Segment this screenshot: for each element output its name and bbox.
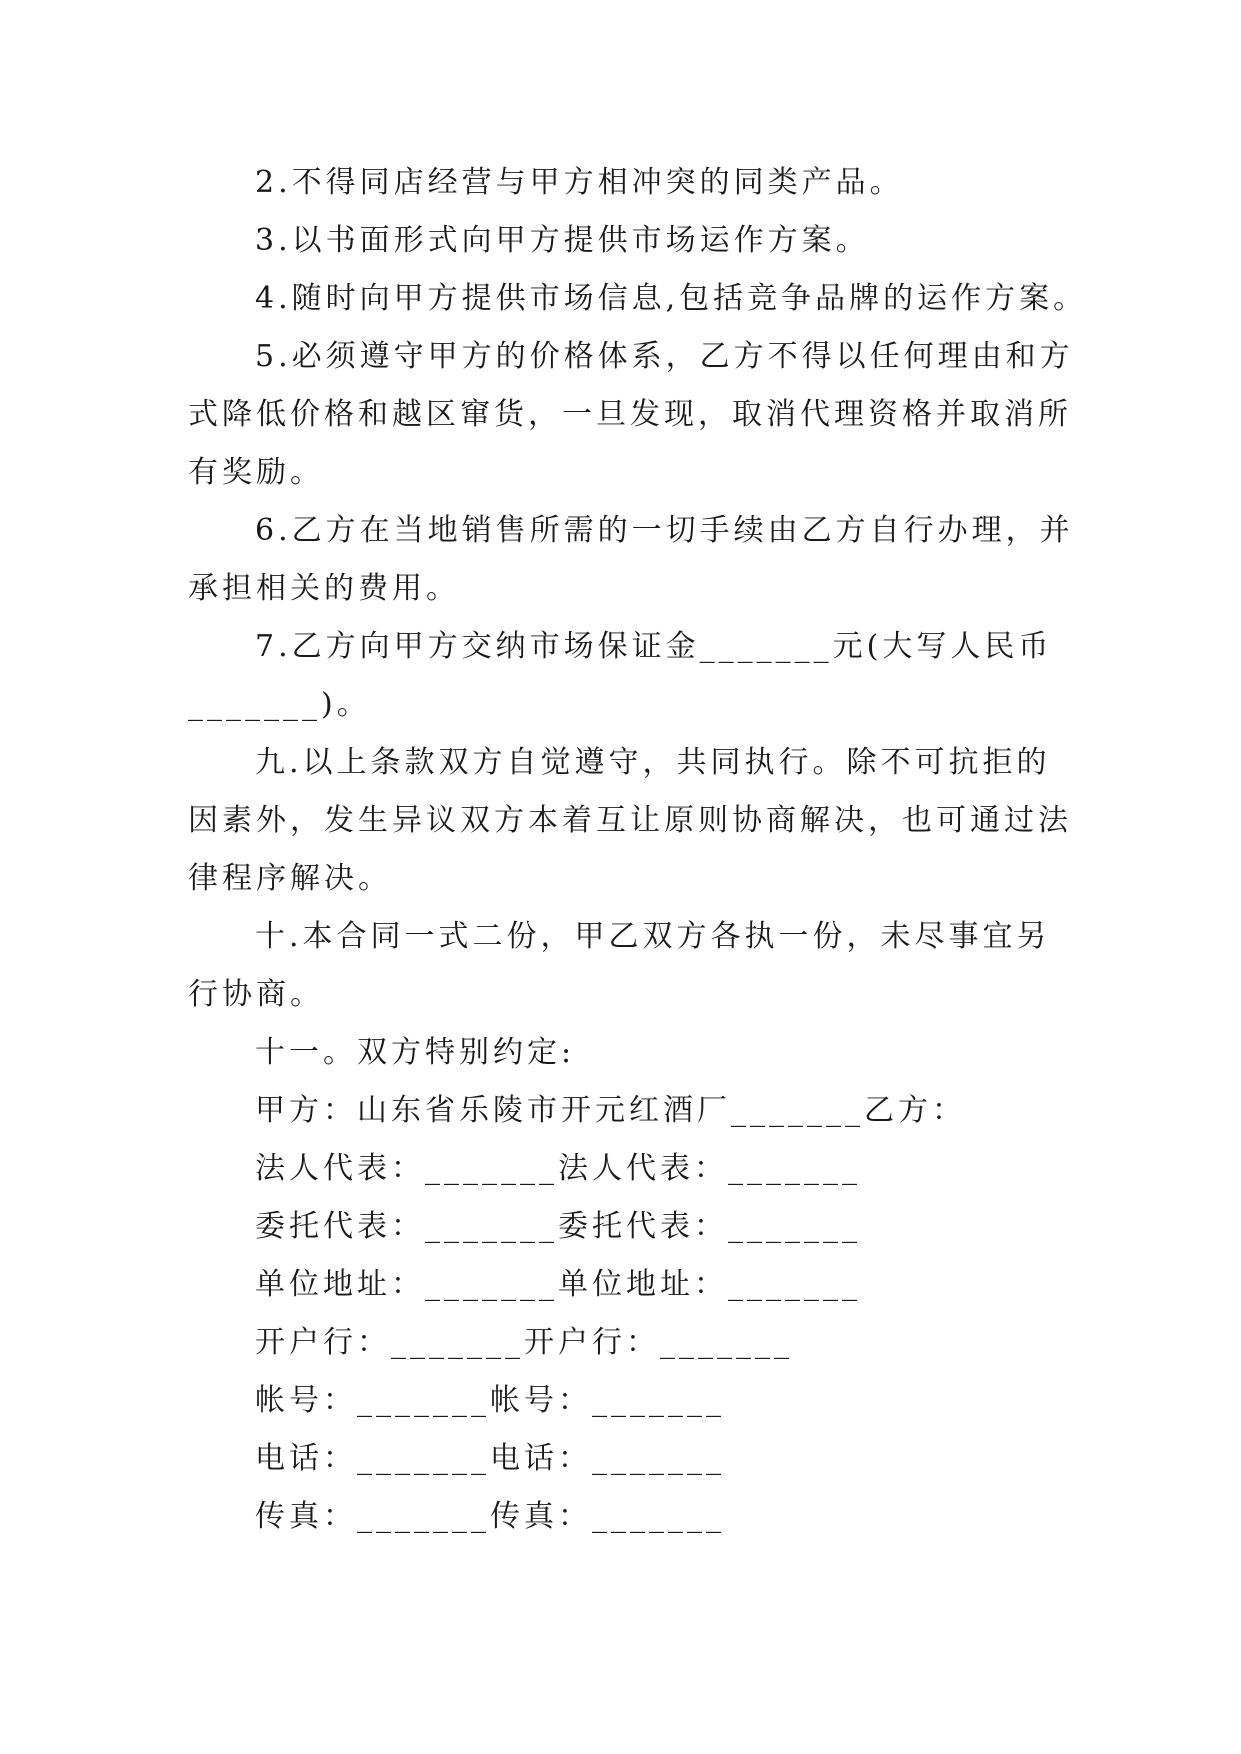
address-line: 单位地址：_______单位地址：_______ [255,1267,861,1302]
section-9-line-3: 律程序解决。 [188,861,392,896]
authorized-representative-line: 委托代表：_______委托代表：_______ [255,1209,861,1244]
legal-representative-line: 法人代表：_______法人代表：_______ [255,1151,861,1186]
section-9-line-2: 因素外，发生异议双方本着互让原则协商解决，也可通过法 [188,803,1072,838]
fax-line: 传真：_______传真：_______ [255,1499,725,1534]
section-10-line-2: 行协商。 [188,977,324,1012]
clause-4-line: 4.随时向甲方提供市场信息,包括竞争品牌的运作方案。 [255,281,1088,316]
section-11-heading: 十一。双方特别约定: [255,1035,576,1070]
clause-6-line-2: 承担相关的费用。 [188,571,460,606]
party-line: 甲方：山东省乐陵市开元红酒厂_______乙方： [255,1093,966,1128]
clause-7-line-1: 7.乙方向甲方交纳市场保证金_______元(大写人民币 [255,629,1053,664]
phone-line: 电话：_______电话：_______ [255,1441,725,1476]
bank-line: 开户行：_______开户行：_______ [255,1325,793,1360]
clause-5-line-1: 5.必须遵守甲方的价格体系，乙方不得以任何理由和方 [255,339,1074,374]
section-9-line-1: 九.以上条款双方自觉遵守，共同执行。除不可抗拒的 [255,745,1051,780]
section-10-line-1: 十.本合同一式二份，甲乙双方各执一份，未尽事宜另 [255,919,1051,954]
clause-6-line-1: 6.乙方在当地销售所需的一切手续由乙方自行办理，并 [255,513,1074,548]
clause-7-line-2: _______)。 [188,687,371,722]
clause-2-line: 2.不得同店经营与甲方相冲突的同类产品。 [255,165,904,200]
account-line: 帐号：_______帐号：_______ [255,1383,725,1418]
clause-5-line-3: 有奖励。 [188,455,324,490]
clause-5-line-2: 式降低价格和越区窜货，一旦发现，取消代理资格并取消所 [188,397,1072,432]
clause-3-line: 3.以书面形式向甲方提供市场运作方案。 [255,223,870,258]
